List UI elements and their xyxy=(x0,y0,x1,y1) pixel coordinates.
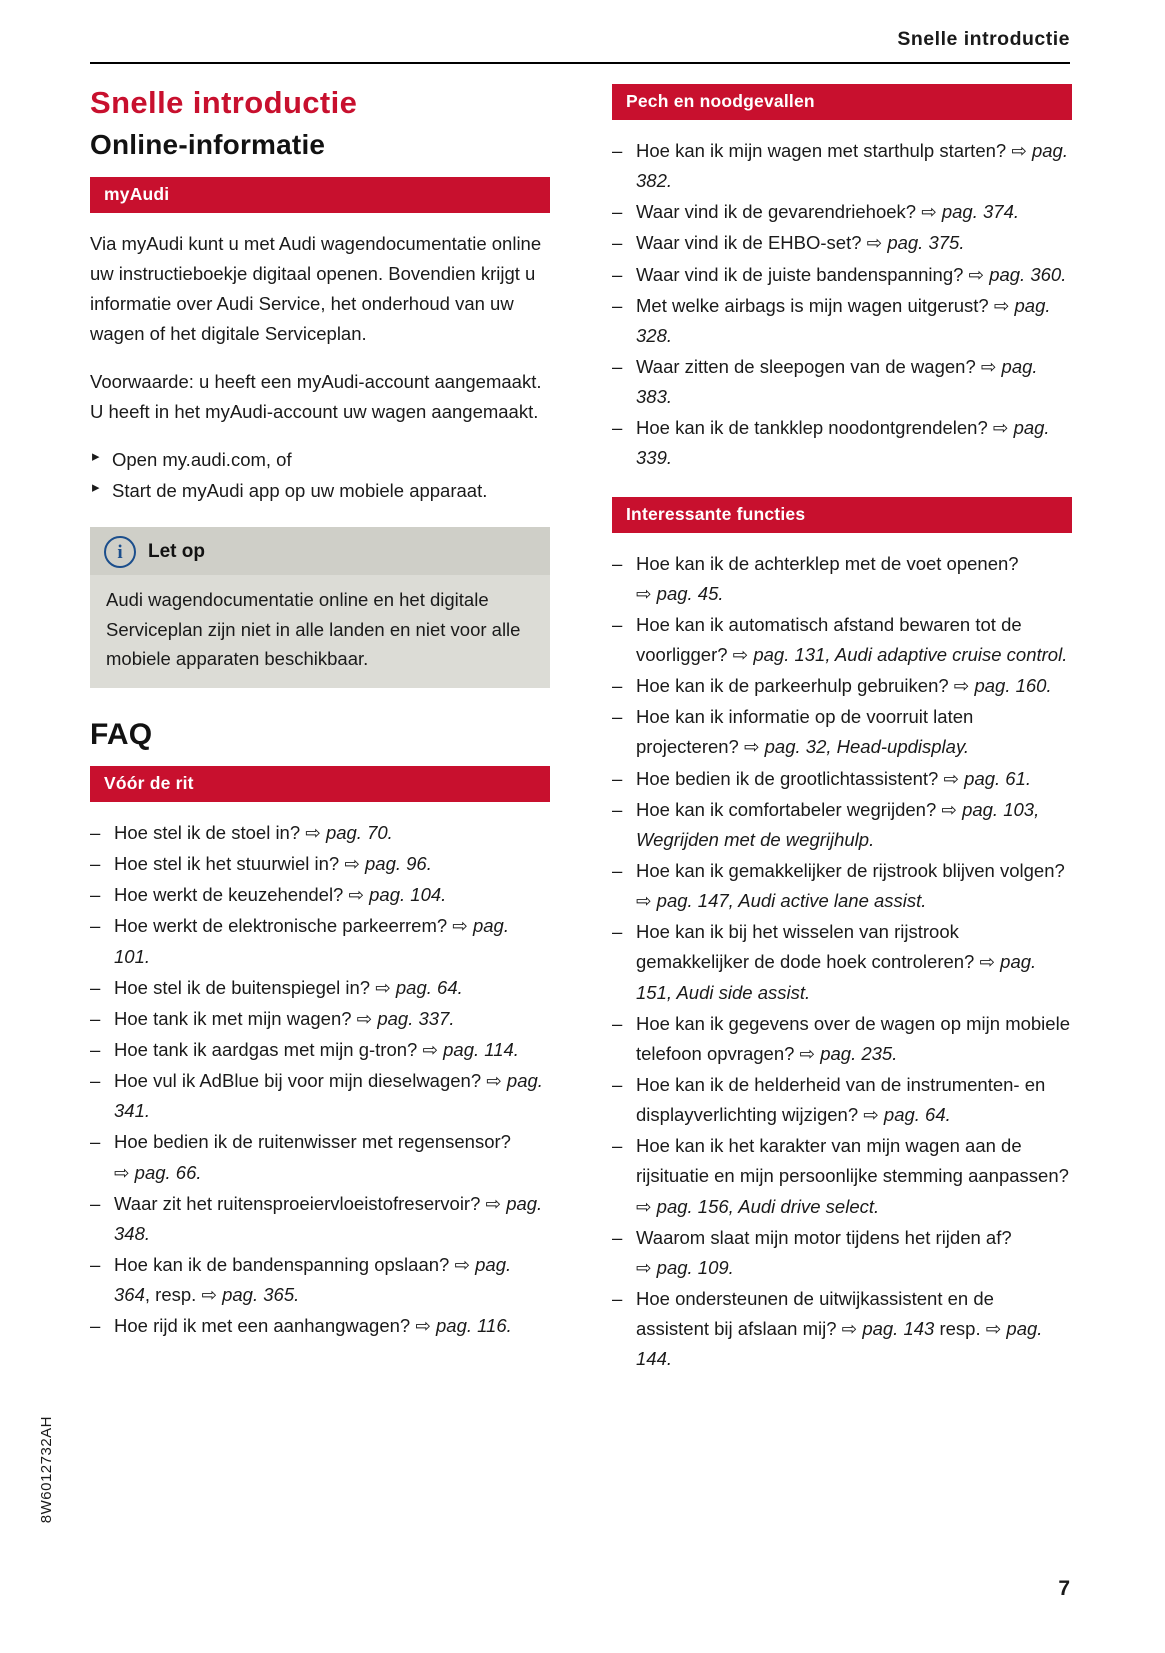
faq-item xyxy=(90,1066,550,1126)
faq-item xyxy=(612,1070,1072,1130)
faq-reference[interactable]: pag. 64. xyxy=(883,1104,951,1126)
faq-question: Hoe kan ik comfortabeler wegrijden? xyxy=(636,798,942,820)
subsection-bar-myaudi: myAudi xyxy=(90,177,550,213)
right-column xyxy=(612,84,1072,1375)
faq-question: Hoe werkt de keuzehendel? xyxy=(114,884,349,906)
faq-question: Hoe kan ik de bandenspanning opslaan? xyxy=(114,1253,455,1275)
reference-arrow-icon: ⇨ xyxy=(943,767,965,789)
faq-item xyxy=(90,880,550,910)
note-header xyxy=(90,527,550,575)
reference-arrow-icon: ⇨ xyxy=(941,798,963,820)
reference-arrow-icon: ⇨ xyxy=(866,232,888,254)
reference-arrow-icon: ⇨ xyxy=(485,1192,507,1214)
faq-reference[interactable]: pag. 365. xyxy=(222,1284,300,1306)
faq-reference[interactable]: pag. 328. xyxy=(636,294,1051,346)
faq-reference[interactable]: pag. 375. xyxy=(887,232,965,254)
reference-arrow-icon: ⇨ xyxy=(422,1038,444,1060)
faq-reference[interactable]: pag. 101. xyxy=(114,915,509,967)
faq-question: Hoe tank ik met mijn wagen? xyxy=(114,1007,357,1029)
faq-question: Hoe kan ik bij het wisselen van rijstrook gemakkelijker de dode hoek controleren? xyxy=(636,921,980,973)
paragraph-myaudi-intro: Via myAudi kunt u met Audi wagendocumentatie online uw instructieboekje digitaal openen. Bovendien krijgt u informatie over Audi Service, het onderhoud van uw wagen of het digitale Serviceplan. xyxy=(90,233,542,345)
faq-reference[interactable]: pag. 360. xyxy=(989,263,1067,285)
subsection-bar-voor-de-rit: Vóór de rit xyxy=(90,766,550,802)
faq-item xyxy=(90,849,550,879)
faq-item xyxy=(612,413,1072,473)
reference-arrow-icon: ⇨ xyxy=(863,1104,884,1126)
faq-reference[interactable]: pag. 144. xyxy=(636,1318,1043,1370)
faq-question: Hoe kan ik mijn wagen met starthulp starten? xyxy=(636,140,1012,161)
myaudi-action-list xyxy=(90,445,550,505)
reference-arrow-icon: ⇨ xyxy=(992,417,1014,439)
faq-question: Hoe kan ik de tankklep noodontgrendelen? xyxy=(636,417,993,439)
faq-item xyxy=(612,1284,1072,1374)
faq-item xyxy=(612,610,1072,670)
faq-item xyxy=(612,764,1072,794)
faq-question: Hoe werkt de elektronische parkeerrem? xyxy=(114,915,453,937)
note-title: Let op xyxy=(148,541,205,563)
page-number: 7 xyxy=(1058,1577,1070,1600)
faq-question: Hoe kan ik het karakter van mijn wagen aan de rijsituatie en mijn persoonlijke stemming aanpassen? xyxy=(636,1135,1069,1187)
reference-arrow-icon: ⇨ xyxy=(201,1284,223,1306)
faq-question: Hoe stel ik het stuurwiel in? xyxy=(114,853,345,875)
faq-list-emergency xyxy=(612,136,1072,474)
faq-reference[interactable]: pag. 383. xyxy=(636,355,1038,408)
faq-reference[interactable]: pag. 160. xyxy=(974,675,1052,697)
faq-question: Hoe kan ik gemakkelijker de rijstrook blijven volgen? xyxy=(636,859,1065,881)
faq-reference[interactable]: pag. 104. xyxy=(369,884,447,906)
faq-reference[interactable]: pag. 114. xyxy=(443,1038,519,1060)
faq-question: Waar zit het ruitensproeiervloeistofreservoir? xyxy=(114,1192,486,1214)
faq-item xyxy=(612,1223,1072,1283)
section-title-faq: FAQ xyxy=(90,717,153,751)
section-title-online-informatie: Online-informatie xyxy=(90,129,326,161)
faq-item xyxy=(612,917,1072,1007)
reference-arrow-icon: ⇨ xyxy=(985,1318,1007,1340)
reference-arrow-icon: ⇨ xyxy=(114,1161,135,1183)
faq-question: Hoe ondersteunen de uitwijkassistent en de assistent bij afslaan mij? xyxy=(636,1287,994,1340)
faq-question: Hoe kan ik informatie op de voorruit laten projecteren? xyxy=(636,706,974,758)
faq-reference[interactable]: pag. 235. xyxy=(820,1042,898,1064)
list-item: ▸ Start de myAudi app op uw mobiele apparaat. xyxy=(90,476,550,506)
reference-arrow-icon: ⇨ xyxy=(375,976,396,998)
header-divider xyxy=(90,62,1070,64)
running-head: Snelle introductie xyxy=(897,28,1070,50)
list-item: ▸ Open my.audi.com, of xyxy=(90,445,550,475)
faq-item xyxy=(612,795,1072,855)
faq-question: Hoe tank ik aardgas met mijn g-tron? xyxy=(114,1038,423,1060)
faq-question: Hoe kan ik gegevens over de wagen op mijn mobiele telefoon opvragen? xyxy=(636,1012,1070,1064)
faq-reference[interactable]: pag. 109. xyxy=(656,1256,734,1278)
faq-item xyxy=(90,818,550,848)
faq-question: Hoe stel ik de stoel in? xyxy=(114,821,306,843)
faq-reference[interactable]: pag. 341. xyxy=(114,1070,543,1122)
faq-item xyxy=(612,1131,1072,1221)
faq-reference[interactable]: pag. 96. xyxy=(365,853,432,875)
faq-item xyxy=(612,1009,1072,1069)
subsection-bar-pech-en-noodgevallen: Pech en noodgevallen xyxy=(612,84,1072,120)
reference-arrow-icon: ⇨ xyxy=(968,263,990,285)
reference-arrow-icon: ⇨ xyxy=(743,736,765,758)
faq-question: Hoe kan ik automatisch afstand bewaren tot de voorligger? xyxy=(636,613,1022,665)
faq-item xyxy=(612,260,1072,290)
faq-item xyxy=(90,973,550,1003)
faq-reference[interactable]: pag. 348. xyxy=(114,1192,543,1244)
faq-reference[interactable]: pag. 382. xyxy=(636,140,1068,192)
faq-question: Hoe kan ik de parkeerhulp gebruiken? xyxy=(636,675,954,697)
faq-item xyxy=(612,197,1072,227)
reference-arrow-icon: ⇨ xyxy=(799,1042,821,1064)
faq-question: Hoe bedien ik de grootlichtassistent? xyxy=(636,767,944,789)
faq-item xyxy=(612,136,1072,196)
reference-arrow-icon: ⇨ xyxy=(454,1253,476,1275)
reference-arrow-icon: ⇨ xyxy=(636,890,657,912)
faq-item xyxy=(90,1004,550,1034)
info-icon: i xyxy=(104,536,136,568)
faq-reference[interactable]: pag. 64. xyxy=(395,976,463,998)
faq-question: Waar vind ik de juiste bandenspanning? xyxy=(636,263,969,285)
faq-list-features xyxy=(612,549,1072,1375)
faq-question: Hoe kan ik de helderheid van de instrumenten- en displayverlichting wijzigen? xyxy=(636,1073,1046,1126)
note-text: Audi wagendocumentatie online en het digitale Serviceplan zijn niet in alle landen en niet voor alle mobiele apparaten beschikbaar. xyxy=(106,589,521,670)
faq-question: Hoe stel ik de buitenspiegel in? xyxy=(114,976,376,998)
reference-arrow-icon: ⇨ xyxy=(636,1256,657,1278)
faq-reference[interactable]: pag. 70. xyxy=(325,821,393,843)
document-part-number: 8W6012732AH xyxy=(38,1415,55,1523)
faq-question: Hoe vul ik AdBlue bij voor mijn dieselwagen? xyxy=(114,1070,487,1092)
reference-arrow-icon: ⇨ xyxy=(356,1007,378,1029)
faq-reference-separator: resp. xyxy=(934,1318,986,1340)
faq-reference[interactable]: pag. 374. xyxy=(941,201,1020,223)
faq-question: Waar zitten de sleepogen van de wagen? xyxy=(636,355,981,377)
faq-question: Waarom slaat mijn motor tijdens het rijden af? xyxy=(636,1226,1012,1248)
reference-arrow-icon: ⇨ xyxy=(1011,140,1032,161)
faq-item xyxy=(90,1035,550,1065)
reference-arrow-icon: ⇨ xyxy=(921,201,942,223)
faq-reference[interactable]: pag. 131, Audi adaptive cruise control. xyxy=(753,643,1068,665)
note-box xyxy=(90,527,550,688)
reference-arrow-icon: ⇨ xyxy=(452,915,473,937)
faq-question: Hoe kan ik de achterklep met de voet openen? xyxy=(636,552,1019,574)
faq-item xyxy=(612,228,1072,258)
faq-item xyxy=(612,671,1072,701)
reference-arrow-icon: ⇨ xyxy=(979,951,1001,973)
faq-item xyxy=(90,1250,550,1310)
reference-arrow-icon: ⇨ xyxy=(305,821,326,843)
faq-item xyxy=(612,702,1072,762)
reference-arrow-icon: ⇨ xyxy=(841,1318,863,1340)
paragraph-myaudi-precondition: Voorwaarde: u heeft een myAudi-account aangemaakt. U heeft in het myAudi-account uw wagen aangemaakt. xyxy=(90,371,542,423)
left-column xyxy=(90,84,550,1342)
faq-question: Waar vind ik de gevarendriehoek? xyxy=(636,201,922,223)
faq-reference[interactable]: pag. 116. xyxy=(436,1315,512,1337)
faq-item xyxy=(90,1311,550,1341)
faq-reference[interactable]: pag. 45. xyxy=(656,582,724,604)
faq-item xyxy=(612,549,1072,609)
reference-arrow-icon: ⇨ xyxy=(636,1195,657,1217)
reference-arrow-icon: ⇨ xyxy=(993,294,1015,316)
faq-question: Hoe rijd ik met een aanhangwagen? xyxy=(114,1315,416,1337)
faq-reference[interactable]: pag. 66. xyxy=(134,1161,202,1183)
faq-item xyxy=(90,911,550,971)
faq-item xyxy=(612,352,1072,412)
subsection-bar-interessante-functies: Interessante functies xyxy=(612,497,1072,533)
faq-reference[interactable]: pag. 143 xyxy=(862,1318,935,1340)
reference-arrow-icon: ⇨ xyxy=(344,853,365,875)
faq-reference[interactable]: pag. 147, Audi active lane assist. xyxy=(656,890,927,912)
faq-question: Waar vind ik de EHBO-set? xyxy=(636,232,867,254)
faq-reference[interactable]: pag. 364 xyxy=(114,1253,512,1306)
faq-reference[interactable]: pag. 61. xyxy=(964,767,1032,789)
faq-reference[interactable]: pag. 151, Audi side assist. xyxy=(636,951,1037,1003)
faq-item xyxy=(90,1127,550,1187)
faq-reference[interactable]: pag. 103, Wegrijden met de wegrijhulp. xyxy=(636,798,1040,850)
reference-arrow-icon: ⇨ xyxy=(980,355,1002,377)
reference-arrow-icon: ⇨ xyxy=(953,675,975,697)
reference-arrow-icon: ⇨ xyxy=(486,1070,507,1092)
reference-arrow-icon: ⇨ xyxy=(636,582,657,604)
reference-arrow-icon: ⇨ xyxy=(348,884,370,906)
faq-reference[interactable]: pag. 156, Audi drive select. xyxy=(656,1195,880,1217)
faq-item xyxy=(90,1189,550,1249)
reference-arrow-icon: ⇨ xyxy=(415,1315,436,1337)
faq-item xyxy=(612,856,1072,916)
faq-reference-separator: , resp. xyxy=(144,1284,202,1306)
faq-item xyxy=(612,291,1072,351)
faq-question: Hoe bedien ik de ruitenwisser met regensensor? xyxy=(114,1131,511,1153)
faq-reference[interactable]: pag. 337. xyxy=(377,1007,455,1029)
faq-reference[interactable]: pag. 32, Head-updisplay. xyxy=(764,736,969,758)
faq-list-before-ride xyxy=(90,818,550,1341)
faq-reference[interactable]: pag. 339. xyxy=(636,417,1050,469)
faq-question: Met welke airbags is mijn wagen uitgerust? xyxy=(636,294,994,316)
page-title: Snelle introductie xyxy=(90,85,358,120)
reference-arrow-icon: ⇨ xyxy=(732,643,754,665)
